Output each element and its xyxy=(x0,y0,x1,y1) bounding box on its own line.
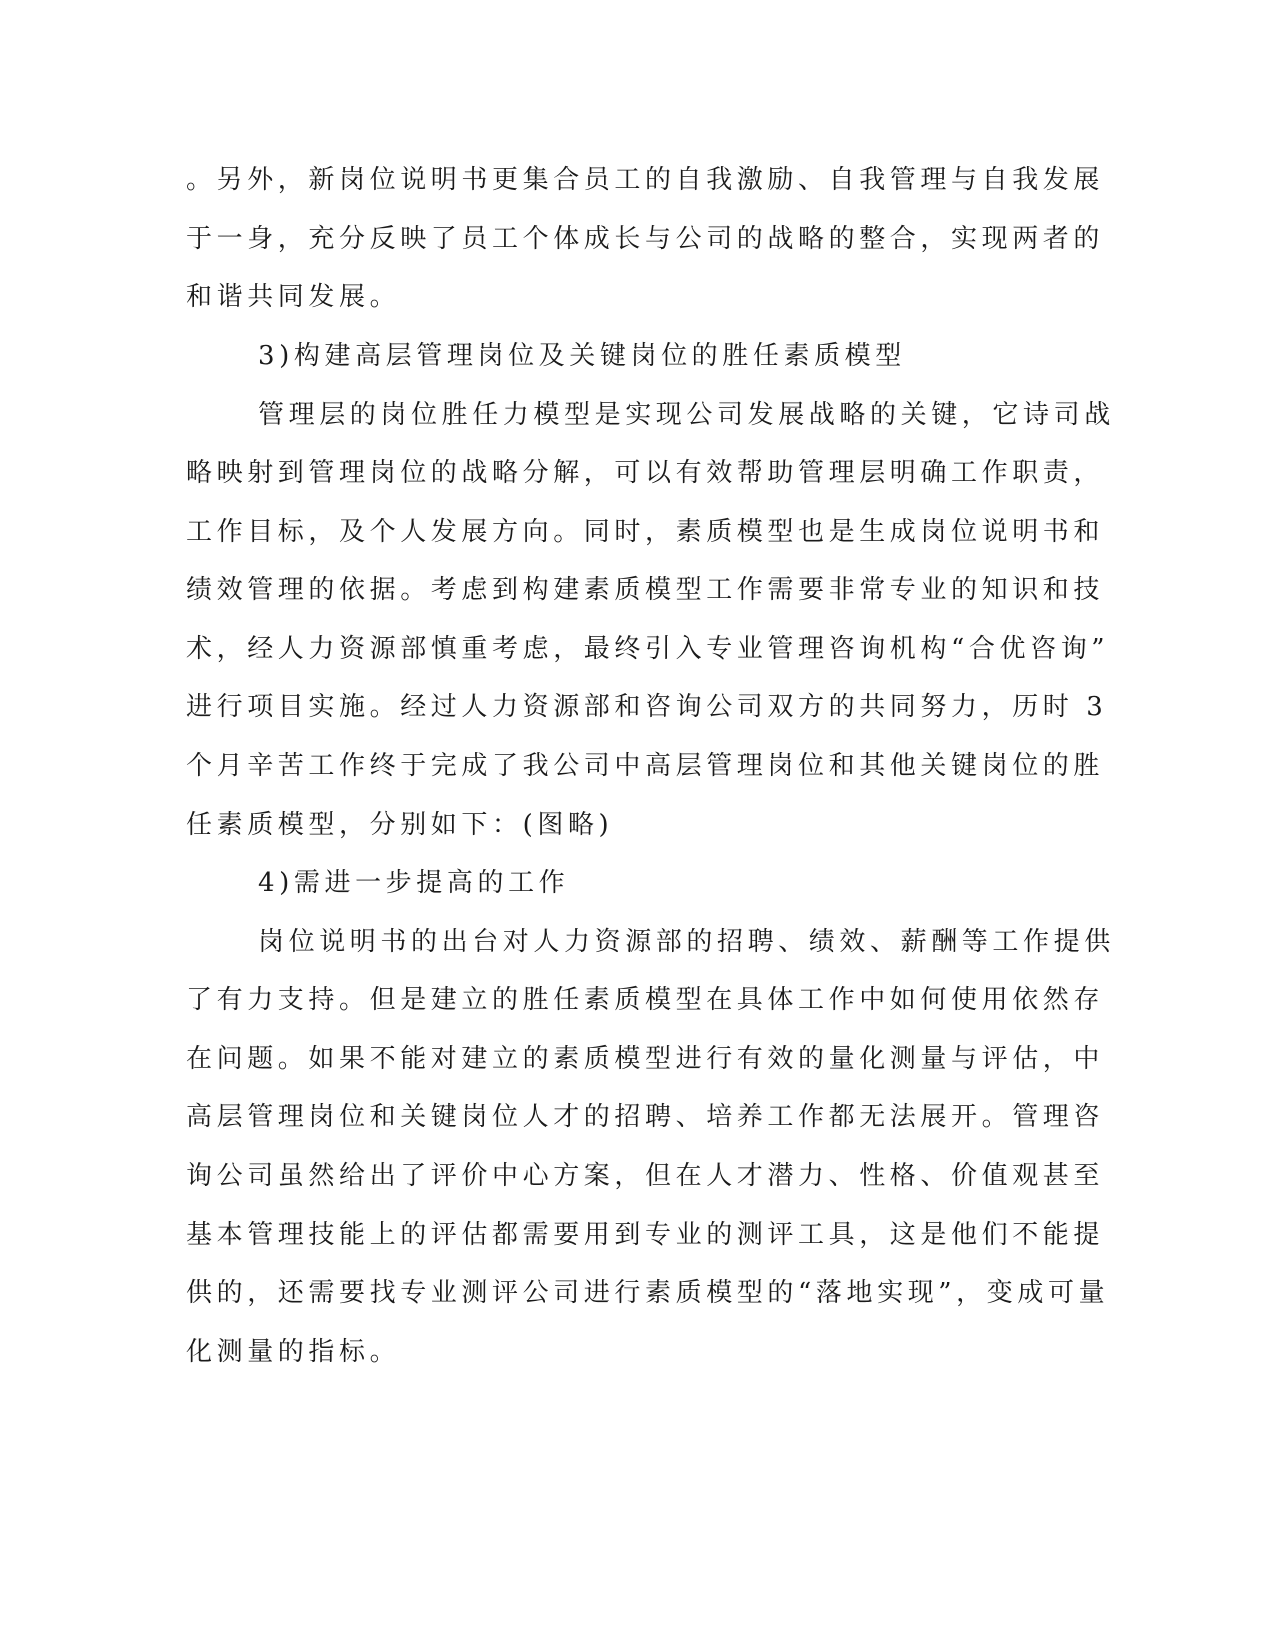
text-line: 管理层的岗位胜任力模型是实现公司发展战略的关键，它诗司战 xyxy=(258,400,1115,430)
text-line: 个月辛苦工作终于完成了我公司中高层管理岗位和其他关键岗位的胜 xyxy=(186,751,1105,781)
text-line: 岗位说明书的出台对人力资源部的招聘、绩效、薪酬等工作提供 xyxy=(258,927,1115,957)
text-line: 询公司虽然给出了评价中心方案，但在人才潜力、性格、价值观甚至 xyxy=(186,1161,1105,1191)
text-line: 在问题。如果不能对建立的素质模型进行有效的量化测量与评估，中 xyxy=(186,1044,1105,1074)
text-line: 于一身，充分反映了员工个体成长与公司的战略的整合，实现两者的 xyxy=(186,224,1105,254)
text-line: 工作目标，及个人发展方向。同时，素质模型也是生成岗位说明书和 xyxy=(186,517,1105,547)
text-line: 进行项目实施。经过人力资源部和咨询公司双方的共同努力，历时 3 xyxy=(186,692,1108,722)
text-line: 基本管理技能上的评估都需要用到专业的测评工具，这是他们不能提 xyxy=(186,1220,1105,1250)
section-heading: 4)需进一步提高的工作 xyxy=(258,868,570,898)
text-line: 术，经人力资源部慎重考虑，最终引入专业管理咨询机构“合优咨询” xyxy=(186,634,1110,664)
text-line: 化测量的指标。 xyxy=(186,1337,401,1367)
text-line: 了有力支持。但是建立的胜任素质模型在具体工作中如何使用依然存 xyxy=(186,985,1105,1015)
text-line: 。另外，新岗位说明书更集合员工的自我激励、自我管理与自我发展 xyxy=(186,165,1105,195)
text-line: 和谐共同发展。 xyxy=(186,282,401,312)
text-line: 略映射到管理岗位的战略分解，可以有效帮助管理层明确工作职责， xyxy=(186,458,1105,488)
text-line: 绩效管理的依据。考虑到构建素质模型工作需要非常专业的知识和技 xyxy=(186,575,1105,605)
text-line: 任素质模型，分别如下：(图略) xyxy=(186,810,614,840)
text-line: 高层管理岗位和关键岗位人才的招聘、培养工作都无法展开。管理咨 xyxy=(186,1102,1105,1132)
text-line: 供的，还需要找专业测评公司进行素质模型的“落地实现”，变成可量 xyxy=(186,1278,1110,1308)
section-heading: 3)构建高层管理岗位及关键岗位的胜任素质模型 xyxy=(258,341,906,371)
